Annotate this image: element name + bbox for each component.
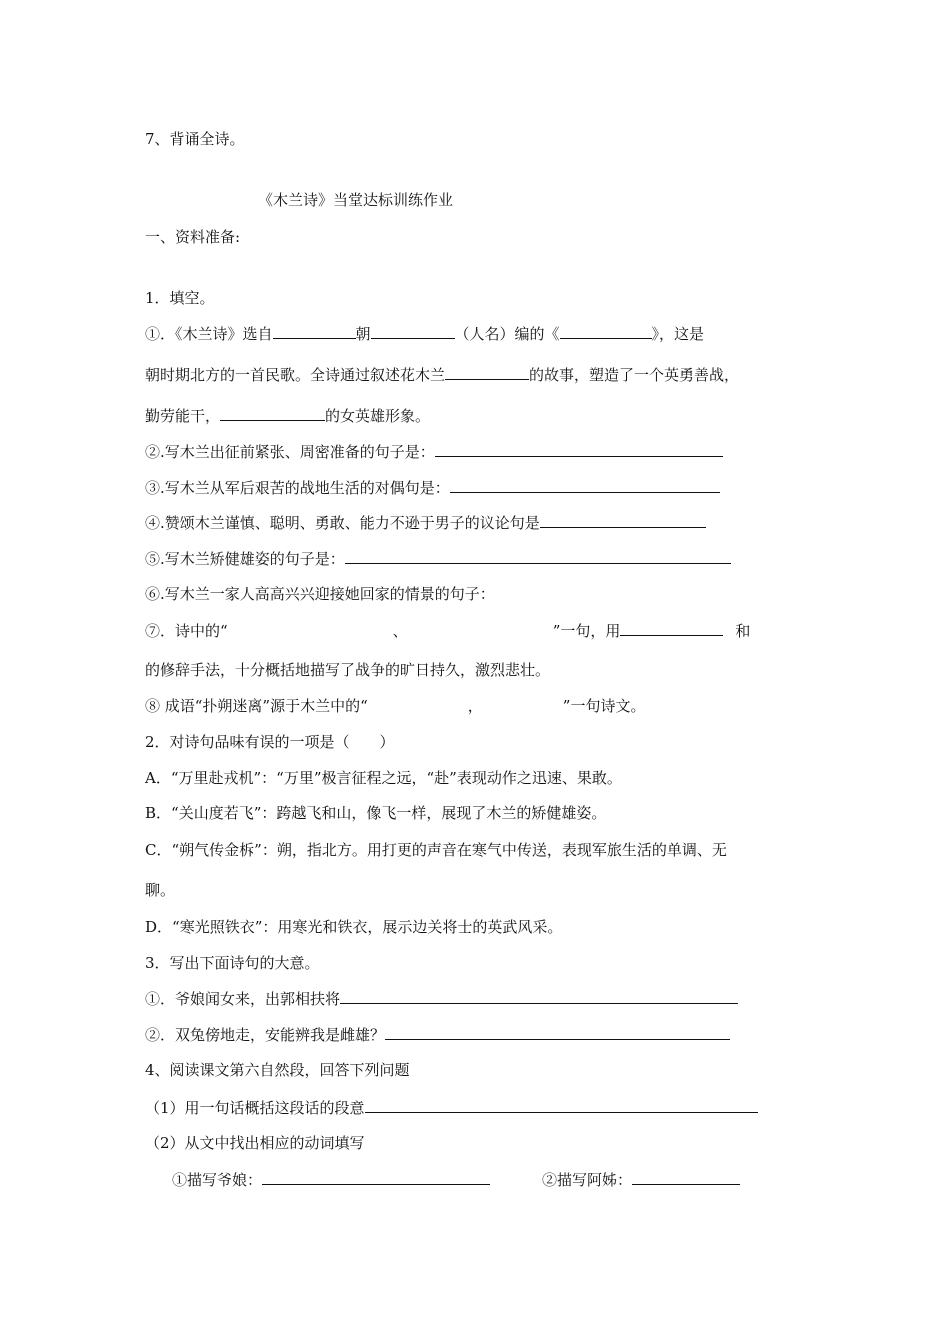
question-1-5 xyxy=(145,547,731,569)
q1-1-text-d: 》，这是 xyxy=(651,325,705,343)
q1-1-text-h: 的女英雄形象。 xyxy=(325,407,431,425)
question-1-7-line-1 xyxy=(145,619,750,641)
answer-blank[interactable] xyxy=(371,322,455,339)
q1-1-text-c: （人名）编的《 xyxy=(454,325,560,343)
q3-2-text: ②．双兔傍地走，安能辨我是雌雄？ xyxy=(145,1026,386,1044)
question-4-heading: 4、阅读课文第六自然段，回答下列问题 xyxy=(145,1061,410,1079)
q1-1-text-a: ①．《木兰诗》选自 xyxy=(145,325,273,343)
question-3-heading: 3．写出下面诗句的大意。 xyxy=(145,954,320,972)
q4-2b-text: ②描写阿姊： xyxy=(542,1171,633,1189)
q1-1-text-f: 的故事，塑造了一个英勇善战， xyxy=(529,366,740,384)
question-2-heading: 2．对诗句品味有误的一项是（ ） xyxy=(145,733,395,751)
question-1-1-line-1 xyxy=(145,322,704,344)
answer-blank[interactable] xyxy=(450,476,720,493)
q4-2a-text: ①描写爷娘： xyxy=(172,1171,263,1189)
question-2-option-d: D．“寒光照铁衣”：用寒光和铁衣，展示边关将士的英武风采。 xyxy=(145,918,563,936)
q1-1-text-b: 朝 xyxy=(355,325,371,343)
q1-7-text-d: 和 xyxy=(735,622,751,640)
answer-blank[interactable] xyxy=(262,1168,490,1185)
q1-1-text-g: 勤劳能干， xyxy=(145,407,221,425)
q1-4-text: ④.赞颂木兰谨慎、聪明、勇敢、能力不逊于男子的议论句是 xyxy=(145,514,540,532)
question-3-1 xyxy=(145,987,738,1009)
question-2-option-c-line-2: 聊。 xyxy=(145,881,176,899)
q1-5-text: ⑤.写木兰矫健雄姿的句子是： xyxy=(145,550,345,568)
answer-blank[interactable] xyxy=(620,619,723,636)
item-7-recite: 7、背诵全诗。 xyxy=(145,130,245,148)
q1-1-text-e: 朝时期北方的一首民歌。全诗通过叙述花木兰 xyxy=(145,366,446,384)
question-4-1 xyxy=(145,1096,758,1118)
question-1-7-line-2: 的修辞手法，十分概括地描写了战争的旷日持久，激烈悲壮。 xyxy=(145,661,551,679)
question-2-option-c-line-1: C．“朔气传金柝”：朔，指北方。用打更的声音在寒气中传送，表现军旅生活的单调、无 xyxy=(145,841,727,859)
q1-7-text-b: 、 xyxy=(392,622,408,640)
answer-blank[interactable] xyxy=(273,322,356,339)
question-1-1-line-2 xyxy=(145,363,739,385)
q1-7-text-c: ”一句，用 xyxy=(552,622,621,640)
q1-8-text-a: ⑧ 成语“扑朔迷离”源于木兰中的“ xyxy=(145,697,368,715)
question-1-heading: 1．填空。 xyxy=(145,289,215,307)
answer-blank[interactable] xyxy=(220,404,325,421)
question-1-3 xyxy=(145,476,720,498)
answer-blank[interactable] xyxy=(435,440,723,457)
q1-7-text-a: ⑦．诗中的“ xyxy=(145,622,228,640)
q3-1-text: ①．爷娘闻女来，出郭相扶将 xyxy=(145,990,341,1008)
q1-8-text-c: ”一句诗文。 xyxy=(562,697,646,715)
question-4-2-answers xyxy=(172,1168,740,1190)
question-1-6: ⑥.写木兰一家人高高兴兴迎接她回家的情景的句子： xyxy=(145,585,495,603)
question-2-option-a: A．“万里赴戎机”：“万里”极言征程之远，“赴”表现动作之迅速、果敢。 xyxy=(145,769,622,787)
q1-3-text: ③.写木兰从军后艰苦的战地生活的对偶句是： xyxy=(145,479,450,497)
question-1-2 xyxy=(145,440,723,462)
answer-blank[interactable] xyxy=(445,363,529,380)
page-title: 《木兰诗》当堂达标训练作业 xyxy=(258,191,454,209)
answer-blank[interactable] xyxy=(540,511,706,528)
question-1-1-line-3 xyxy=(145,404,430,426)
answer-blank[interactable] xyxy=(385,1023,730,1040)
q4-1-text: （1）用一句话概括这段话的段意 xyxy=(145,1099,365,1117)
question-4-2: （2）从文中找出相应的动词填写 xyxy=(145,1134,365,1152)
q1-8-text-b: ， xyxy=(467,697,483,715)
answer-blank[interactable] xyxy=(632,1168,740,1185)
question-1-8 xyxy=(145,695,645,716)
question-1-4 xyxy=(145,511,706,533)
question-3-2 xyxy=(145,1023,730,1045)
question-2-option-b: B．“关山度若飞”：跨越飞和山，像飞一样，展现了木兰的矫健雄姿。 xyxy=(145,804,607,822)
q1-2-text: ②.写木兰出征前紧张、周密准备的句子是： xyxy=(145,443,435,461)
answer-blank[interactable] xyxy=(340,987,738,1004)
answer-blank[interactable] xyxy=(365,1096,758,1113)
answer-blank[interactable] xyxy=(345,547,731,564)
section-heading-1: 一、资料准备: xyxy=(145,228,241,246)
answer-blank[interactable] xyxy=(560,322,652,339)
